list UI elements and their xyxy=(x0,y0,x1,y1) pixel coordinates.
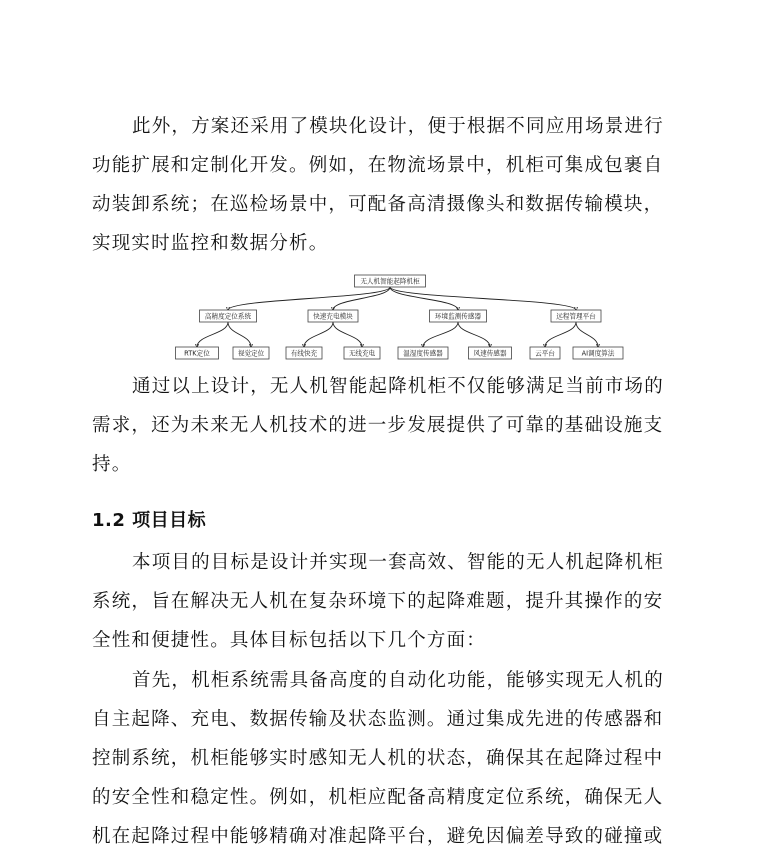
diagram-leaf-node xyxy=(530,347,560,359)
diagram-leaf-node xyxy=(573,347,623,359)
text-line: 全性和便捷性。具体目标包括以下几个方面： xyxy=(92,630,487,651)
diagram-root-node-label: 无人机智能起降机柜 xyxy=(360,277,420,286)
paragraph-automation-goal xyxy=(92,661,672,856)
connector-arrow xyxy=(228,287,390,310)
section-heading: 1.2 项目目标 xyxy=(92,510,207,531)
connector-arrow xyxy=(390,287,576,310)
diagram-leaf-node xyxy=(176,347,219,359)
diagram-branch-node xyxy=(200,310,257,322)
text-line: 的安全性和稳定性。例如，机柜应配备高精度定位系统，确保无人 xyxy=(92,787,664,808)
diagram-leaf-node xyxy=(344,347,380,359)
diagram-leaf-node xyxy=(233,347,269,359)
system-structure-diagram xyxy=(170,270,615,365)
text-line: 通过以上设计，无人机智能起降机柜不仅能够满足当前市场的 xyxy=(132,376,664,397)
diagram-leaf-node xyxy=(469,347,512,359)
text-line: 本项目的目标是设计并实现一套高效、智能的无人机起降机柜 xyxy=(132,552,664,573)
diagram-branch-node-label: 快速充电模块 xyxy=(313,312,353,321)
diagram-leaf-node-label: AI调度算法 xyxy=(581,349,615,358)
paragraph-summary xyxy=(92,367,672,484)
paragraph-modular-design xyxy=(92,107,672,263)
diagram-leaf-node-label: 风速传感器 xyxy=(473,349,507,358)
diagram-leaf-node xyxy=(398,347,448,359)
connector-arrow xyxy=(545,322,576,347)
diagram-leaf-node-label: 温湿度传感器 xyxy=(403,349,443,358)
text-line: 需求，还为未来无人机技术的进一步发展提供了可靠的基础设施支 xyxy=(92,415,664,436)
text-line: 系统，旨在解决无人机在复杂环境下的起降难题，提升其操作的安 xyxy=(92,591,664,612)
diagram-connectors xyxy=(197,287,598,347)
diagram-leaf-node-label: 云平台 xyxy=(535,349,555,358)
diagram-leaf-node-label: 无线充电 xyxy=(348,349,376,358)
connector-arrow xyxy=(333,322,362,347)
connector-arrow xyxy=(423,322,458,347)
text-line: 功能扩展和定制化开发。例如，在物流场景中，机柜可集成包裹自 xyxy=(92,155,664,176)
diagram-nodes xyxy=(176,275,624,359)
diagram-branch-node xyxy=(430,310,487,322)
text-line: 自主起降、充电、数据传输及状态监测。通过集成先进的传感器和 xyxy=(92,709,664,730)
diagram-leaf-node-label: 有线快充 xyxy=(290,349,318,358)
diagram-branch-node-label: 远程管理平台 xyxy=(556,312,596,321)
text-line: 控制系统，机柜能够实时感知无人机的状态，确保其在起降过程中 xyxy=(92,748,664,769)
diagram-branch-node xyxy=(308,310,358,322)
connector-arrow xyxy=(390,287,458,310)
diagram-branch-node-label: 环境监测传感器 xyxy=(434,312,482,321)
connector-arrow xyxy=(228,322,251,347)
diagram-root-node xyxy=(355,275,426,287)
diagram-branch-node xyxy=(551,310,601,322)
diagram-leaf-node-label: 视觉定位 xyxy=(237,349,265,358)
diagram-branch-node-label: 高精度定位系统 xyxy=(204,312,252,321)
diagram-leaf-node xyxy=(286,347,322,359)
diagram-leaf-node-label: RTK定位 xyxy=(184,349,210,358)
connector-arrow xyxy=(197,322,228,347)
text-line: 动装卸系统；在巡检场景中，可配备高清摄像头和数据传输模块， xyxy=(92,194,664,215)
connector-arrow xyxy=(576,322,598,347)
text-line: 首先，机柜系统需具备高度的自动化功能，能够实现无人机的 xyxy=(132,670,664,691)
paragraph-project-goals xyxy=(92,543,672,660)
text-line: 实现实时监控和数据分析。 xyxy=(92,233,329,254)
text-line: 此外，方案还采用了模块化设计，便于根据不同应用场景进行 xyxy=(132,116,664,137)
connector-arrow xyxy=(304,322,333,347)
connector-arrow xyxy=(458,322,490,347)
text-line: 机在起降过程中能够精确对准起降平台，避免因偏差导致的碰撞或 xyxy=(92,826,664,847)
connector-arrow xyxy=(333,287,390,310)
text-line: 持。 xyxy=(92,454,132,475)
